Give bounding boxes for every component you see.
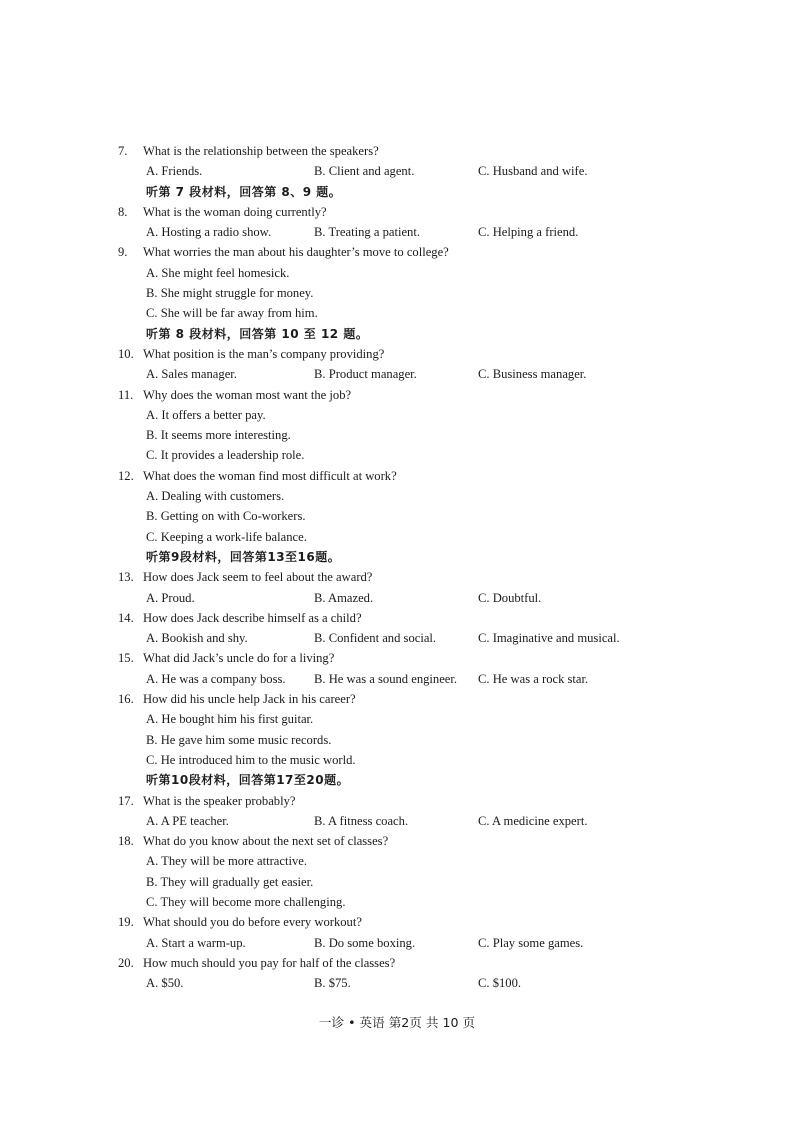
question-number: 8. bbox=[118, 204, 128, 219]
section-header: 听第 8 段材料，回答第 10 至 12 题。 bbox=[146, 326, 369, 341]
question-text: What should you do before every workout? bbox=[143, 915, 362, 930]
option-a: A. She might feel homesick. bbox=[146, 265, 290, 280]
option-c: C. Play some games. bbox=[478, 935, 584, 950]
option-c: C. She will be far away from him. bbox=[146, 306, 318, 321]
option-c: C. Business manager. bbox=[478, 367, 587, 382]
options-row bbox=[118, 161, 678, 181]
section-header: 听第10段材料，回答第17至20题。 bbox=[146, 773, 350, 788]
option-b: B. It seems more interesting. bbox=[146, 428, 291, 443]
option-b: B. He was a sound engineer. bbox=[314, 671, 458, 686]
options-row bbox=[118, 933, 678, 953]
question-text: What does the woman find most difficult at work? bbox=[143, 468, 397, 483]
option-c: C. $100. bbox=[478, 976, 522, 991]
question-text: What is the relationship between the speakers? bbox=[143, 144, 379, 158]
options-row bbox=[118, 811, 678, 831]
page-footer: 一诊 • 英语 第2页 共 10 页 bbox=[318, 1015, 476, 1030]
question-text: How does Jack describe himself as a child? bbox=[143, 610, 362, 625]
option-b: B. Confident and social. bbox=[314, 631, 437, 646]
option-c: C. Doubtful. bbox=[478, 590, 542, 605]
option-c: C. It provides a leadership role. bbox=[146, 448, 305, 463]
question-number: 20. bbox=[118, 955, 134, 970]
option-c: C. Helping a friend. bbox=[478, 225, 579, 240]
question-number: 13. bbox=[118, 570, 134, 585]
question-19 bbox=[118, 912, 678, 932]
question-number: 9. bbox=[118, 245, 128, 260]
option-c: C. A medicine expert. bbox=[478, 813, 588, 828]
question-16 bbox=[118, 689, 678, 709]
question-number: 16. bbox=[118, 692, 134, 707]
question-12 bbox=[118, 466, 678, 486]
options-row bbox=[118, 222, 678, 242]
question-9 bbox=[118, 242, 678, 262]
question-number: 11. bbox=[118, 387, 134, 402]
question-10 bbox=[118, 344, 678, 364]
option-a: A. $50. bbox=[146, 976, 184, 991]
question-text: What did Jack’s uncle do for a living? bbox=[143, 651, 335, 666]
question-number: 14. bbox=[118, 610, 134, 625]
option-c: C. He was a rock star. bbox=[478, 671, 589, 686]
question-17 bbox=[118, 791, 678, 811]
option-b: B. $75. bbox=[314, 976, 351, 991]
options-row bbox=[118, 973, 678, 993]
option-c: C. Imaginative and musical. bbox=[478, 631, 620, 646]
option-a: A. He was a company boss. bbox=[146, 671, 286, 686]
question-text: How did his uncle help Jack in his career? bbox=[143, 692, 356, 707]
question-11 bbox=[118, 385, 678, 405]
option-c: C. Keeping a work-life balance. bbox=[146, 529, 307, 544]
question-13 bbox=[118, 567, 678, 587]
option-b: B. Amazed. bbox=[314, 590, 374, 605]
options-row bbox=[118, 588, 678, 608]
option-b: B. Client and agent. bbox=[314, 164, 415, 179]
question-number: 18. bbox=[118, 834, 134, 849]
option-b: B. She might struggle for money. bbox=[146, 286, 314, 301]
question-number: 7. bbox=[118, 144, 128, 158]
section-header: 听第9段材料，回答第13至16题。 bbox=[146, 549, 341, 564]
option-a: A. Friends. bbox=[146, 164, 203, 179]
option-a: A. They will be more attractive. bbox=[146, 854, 307, 869]
option-a: A. Bookish and shy. bbox=[146, 631, 248, 646]
question-text: What is the woman doing currently? bbox=[143, 204, 327, 219]
option-a: A. Start a warm-up. bbox=[146, 935, 246, 950]
question-number: 10. bbox=[118, 346, 134, 361]
option-c: C. They will become more challenging. bbox=[146, 894, 346, 909]
options-row bbox=[118, 669, 678, 689]
question-number: 12. bbox=[118, 468, 134, 483]
option-b: B. A fitness coach. bbox=[314, 813, 409, 828]
question-text: What do you know about the next set of classes? bbox=[143, 834, 389, 849]
option-b: B. He gave him some music records. bbox=[146, 732, 332, 747]
option-a: A. A PE teacher. bbox=[146, 813, 229, 828]
question-15 bbox=[118, 648, 678, 668]
option-b: B. They will gradually get easier. bbox=[146, 874, 314, 889]
question-list bbox=[118, 141, 678, 993]
option-a: A. It offers a better pay. bbox=[146, 407, 266, 422]
options-row bbox=[118, 364, 678, 384]
question-text: What position is the man’s company providing? bbox=[143, 346, 385, 361]
option-b: B. Treating a patient. bbox=[314, 225, 420, 240]
option-a: A. Proud. bbox=[146, 590, 195, 605]
question-20 bbox=[118, 953, 678, 973]
option-a: A. Sales manager. bbox=[146, 367, 237, 382]
question-14 bbox=[118, 608, 678, 628]
question-text: Why does the woman most want the job? bbox=[143, 387, 352, 402]
question-number: 15. bbox=[118, 651, 134, 666]
options-row bbox=[118, 628, 678, 648]
question-number: 17. bbox=[118, 793, 134, 808]
question-7 bbox=[118, 141, 678, 161]
question-8 bbox=[118, 202, 678, 222]
question-18 bbox=[118, 831, 678, 851]
option-b: B. Getting on with Co-workers. bbox=[146, 509, 306, 524]
question-text: What worries the man about his daughter’s move to college? bbox=[143, 245, 449, 260]
option-c: C. Husband and wife. bbox=[478, 164, 588, 179]
question-text: What is the speaker probably? bbox=[143, 793, 296, 808]
option-a: A. Dealing with customers. bbox=[146, 489, 285, 504]
section-header: 听第 7 段材料，回答第 8、9 题。 bbox=[146, 184, 342, 199]
option-a: A. He bought him his first guitar. bbox=[146, 712, 314, 727]
option-a: A. Hosting a radio show. bbox=[146, 225, 272, 240]
question-number: 19. bbox=[118, 915, 134, 930]
option-c: C. He introduced him to the music world. bbox=[146, 752, 356, 767]
question-text: How does Jack seem to feel about the award? bbox=[143, 570, 373, 585]
option-b: B. Do some boxing. bbox=[314, 935, 416, 950]
question-text: How much should you pay for half of the classes? bbox=[143, 955, 396, 970]
option-b: B. Product manager. bbox=[314, 367, 417, 382]
